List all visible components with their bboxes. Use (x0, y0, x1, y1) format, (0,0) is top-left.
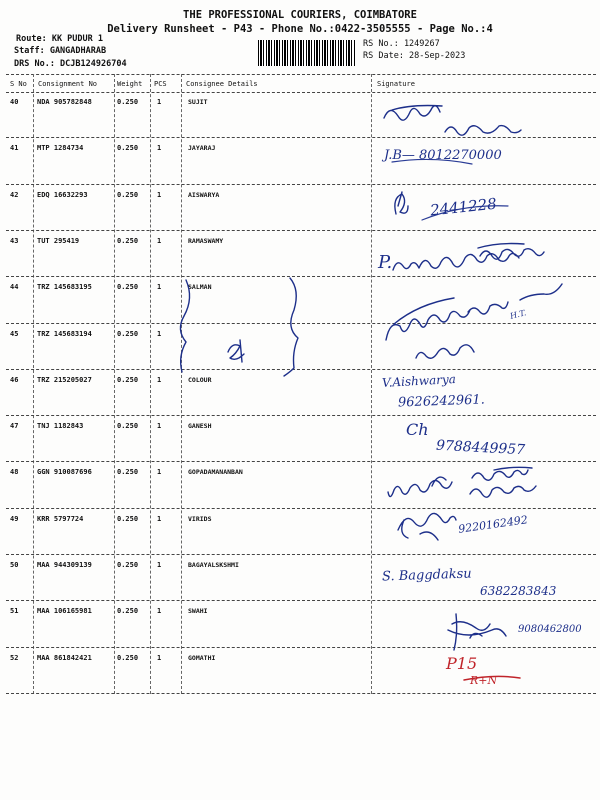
row-divider (6, 184, 596, 185)
row-pcs: 1 (157, 375, 162, 384)
rs-number: RS No.: 1249267 (363, 39, 440, 49)
row-pcs: 1 (157, 653, 162, 662)
row-consignment-no: GGN 910087696 (37, 468, 92, 477)
row-pcs: 1 (157, 422, 162, 431)
row-weight: 0.250 (117, 422, 139, 431)
row-weight: 0.250 (117, 144, 139, 153)
row-divider (6, 137, 596, 138)
row-consignment-no: TRZ 145683194 (37, 329, 92, 338)
row-consignee: VIRIDS (188, 514, 212, 523)
row-pcs: 1 (157, 98, 162, 106)
signature-row50a: S. Baggdaksu (381, 566, 472, 585)
row-pcs: 1 (157, 144, 162, 153)
row-consignee: GANESH (188, 422, 212, 431)
row-weight: 0.250 (117, 190, 139, 199)
row-consignee: JAYARAJ (188, 144, 216, 153)
row-sno: 40 (10, 98, 19, 106)
column-header-consignee: Consignee Details (186, 80, 258, 88)
row-weight: 0.250 (117, 653, 139, 662)
signature-row47a: Ch (406, 420, 429, 439)
row-sno: 50 (10, 561, 19, 569)
row-pcs: 1 (157, 607, 162, 616)
row-consignment-no: MTP 1284734 (37, 144, 84, 153)
row-weight: 0.250 (117, 375, 139, 384)
row-divider (6, 461, 596, 462)
row-consignee: GOPADAMANANBAN (188, 468, 243, 477)
row-weight: 0.250 (117, 607, 139, 616)
column-header-pcs: PCS (154, 80, 167, 88)
signature-row42: 2441228 (429, 194, 498, 220)
signature-row50b: 6382283843 (480, 584, 557, 598)
row-consignment-no: MAA 861842421 (37, 653, 92, 662)
row-divider (6, 230, 596, 231)
row-sno: 48 (10, 468, 19, 477)
row-consignment-no: MAA 944309139 (37, 561, 92, 569)
row-consignee: AISWARYA (188, 190, 220, 199)
row-weight: 0.250 (117, 468, 139, 477)
route-label: Route: KK PUDUR 1 (16, 34, 103, 44)
row-consignment-no: TRZ 215205027 (37, 375, 92, 384)
row-sno: 42 (10, 190, 19, 199)
signature-row49: 9220162492 (457, 513, 529, 536)
row-weight: 0.250 (117, 514, 139, 523)
row-divider (6, 693, 596, 694)
row-consignment-no: KRR 5797724 (37, 514, 84, 523)
row-divider (6, 369, 596, 370)
row-consignee: GOMATHI (188, 653, 216, 662)
company-title: THE PROFESSIONAL COURIERS, COIMBATORE (183, 9, 417, 21)
row-consignment-no: NDA 905782848 (37, 98, 92, 106)
row-weight: 0.250 (117, 329, 139, 338)
barcode (258, 40, 356, 66)
signature-row45: H.T. (509, 308, 528, 321)
rs-date: RS Date: 28-Sep-2023 (363, 51, 466, 61)
row-consignment-no: TRZ 145683195 (37, 283, 92, 292)
signature-row52b: R+N (470, 674, 498, 687)
row-consignee: SWAHI (188, 607, 208, 616)
row-consignee: SUJIT (188, 98, 208, 106)
row-weight: 0.250 (117, 98, 139, 106)
row-consignee: RAMASWAMY (188, 236, 224, 245)
row-weight: 0.250 (117, 561, 139, 569)
signature-row43: P. (378, 252, 393, 273)
row-sno: 47 (10, 422, 19, 431)
row-pcs: 1 (157, 329, 162, 338)
row-divider (6, 276, 596, 277)
row-sno: 44 (10, 283, 19, 292)
row-sno: 45 (10, 329, 19, 338)
row-divider (6, 415, 596, 416)
signature-row47b: 9788449957 (435, 437, 526, 459)
signature-row52a: P15 (446, 654, 478, 673)
row-consignment-no: EDQ 16632293 (37, 190, 88, 199)
staff-label: Staff: GANGADHARAB (14, 46, 107, 56)
header-top-rule (6, 74, 596, 75)
column-header-consignment: Consignment No (38, 80, 98, 88)
runsheet-subtitle: Delivery Runsheet - P43 - Phone No.:0422-3505555 - Page No.:4 (107, 23, 493, 35)
row-consignee: COLOUR (188, 375, 212, 384)
row-pcs: 1 (157, 190, 162, 199)
row-divider (6, 508, 596, 509)
row-divider (6, 554, 596, 555)
row-sno: 41 (10, 144, 19, 153)
row-consignment-no: TNJ 1182843 (37, 422, 84, 431)
row-pcs: 1 (157, 561, 162, 569)
row-weight: 0.250 (117, 236, 139, 245)
row-consignee: SALMAN (188, 283, 212, 292)
row-weight: 0.250 (117, 283, 139, 292)
row-pcs: 1 (157, 468, 162, 477)
column-header-sno: S No (10, 80, 27, 88)
header-bottom-rule (6, 92, 596, 93)
row-sno: 43 (10, 236, 19, 245)
signature-row51: 9080462800 (518, 624, 582, 635)
signature-row46b: 9626242961. (397, 392, 486, 411)
row-pcs: 1 (157, 514, 162, 523)
row-consignment-no: MAA 106165981 (37, 607, 92, 616)
row-sno: 49 (10, 514, 19, 523)
row-consignment-no: TUT 295419 (37, 236, 80, 245)
drs-number: DRS No.: DCJB124926704 (14, 59, 127, 69)
row-consignee: BAGAYALSKSHMI (188, 561, 239, 569)
signature-row46a: V.Aishwarya (381, 372, 457, 390)
row-pcs: 1 (157, 236, 162, 245)
row-sno: 52 (10, 653, 19, 662)
row-divider (6, 323, 596, 324)
row-divider (6, 647, 596, 648)
row-sno: 51 (10, 607, 19, 616)
row-divider (6, 600, 596, 601)
signature-row41: J.B— 8012270000 (384, 148, 502, 163)
row-pcs: 1 (157, 283, 162, 292)
column-header-signature: Signature (377, 80, 415, 88)
column-header-weight: Weight (117, 80, 143, 88)
row-sno: 46 (10, 375, 19, 384)
